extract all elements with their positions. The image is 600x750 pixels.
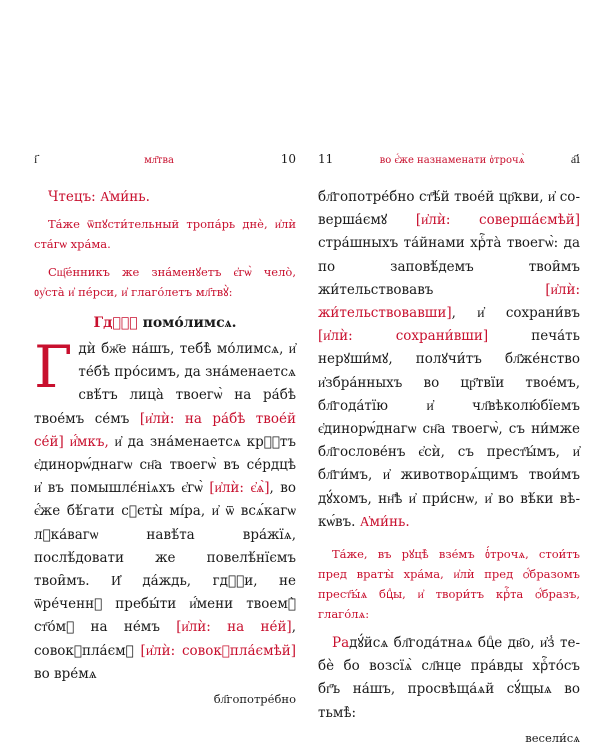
continuation-variant-1: [и҆лѝ: соверша́ємѣй]	[415, 212, 580, 229]
right-page-number: 11	[318, 152, 334, 166]
prayer-dropcap: Г	[34, 333, 73, 401]
hymn-body: дꙋ́йсѧ бл҃года́тнаѧ бцⷣе дв҃о, и҆з̾ тебѐ бо возсїѧ̀ сл҃нце пра́вды хрⷭ҇то́съ бг҃ъ на́шъ, просвѣща́ѧй сꙋ́щыѧ во тьмѣ̀:	[318, 635, 580, 721]
prayer-name-placeholder: и҆́мкъ,	[69, 433, 109, 450]
prayer-variant-2: [и҆лѝ: є҆ѧ̀]	[209, 480, 270, 497]
right-page	[318, 152, 580, 747]
left-running-head	[34, 152, 296, 172]
hymn-text	[318, 632, 580, 725]
prayer-variant-4: [и҆лѝ: совокꙋпла́ємѣй]	[140, 642, 296, 659]
continuation-part-2: стра́шныхъ та́йнами хрⷭ҇та̀ твоегѡ̀: да по заповѣ́демъ твои̑мъ жи́тельствовавъ	[318, 235, 580, 298]
continuation-variant-3: [и҆лѝ: сохрани́вши]	[318, 328, 489, 345]
right-page-marker: а҃і	[570, 152, 580, 166]
prayer-part-5: , совокꙋпла́ємꙋ	[34, 619, 297, 659]
continuation-variant-2: [и҆лѝ: жи́тельствовавши]	[318, 281, 580, 322]
right-catchword: весели́сѧ	[525, 730, 580, 745]
prayer-heading	[34, 312, 296, 334]
left-catchword: бл҃гопотре́бно	[213, 692, 296, 707]
reader-label: Чтецъ:	[48, 189, 96, 205]
hymn-dropcap: Ра	[332, 635, 350, 652]
prayer-variant-1: [и҆лѝ: на ра́бѣ твое́й се́й]	[34, 410, 296, 450]
left-page	[34, 152, 296, 708]
left-page-number: 10	[280, 152, 296, 166]
prayer-variant-3: [и҆лѝ: на не́й]	[176, 619, 292, 636]
prayer-part-4: , во є҆́же бѣ́гати сꙋєты̀ мі́ра, и҆ ѿ всѧ́кагѡ лꙋка́вагѡ навѣ́та вра́жїѧ, послѣ́довати же повелѣ́нїємъ твои̑мъ. И҆ да́ждь, гдⷭ҇и, не ѿре́ченнꙋ пребы́ти и҆́мени твоемꙋ̀ ст҃о́мꙋ на не́мъ	[34, 480, 296, 636]
continuation-part-1: бл҃гопотре́бно ст҃ѣ́й твое́й цр҃кви, и҆ соверша́ємꙋ	[318, 189, 580, 229]
rubric-priest-signs: Сщ҃е́нникъ же зна́менꙋетъ є҆гѡ̀ чело̀, ᲂу҆ста̀ и҆ пе́рси, и҆ глаго́летъ мл҃твꙋ̀:	[34, 265, 296, 299]
heading-rest: помо́лимсѧ.	[137, 315, 237, 331]
heading-lord: Гдⷭ҇ꙋ	[93, 315, 138, 331]
rubric-troparion: Та́же ѿпꙋсти́тельный тропа́рь днѐ, и҆лѝ ста́гѡ хра́ма.	[34, 217, 296, 251]
reader-amen: А҆ми́нь.	[100, 189, 150, 205]
prayer-part-1: дѝ бж҃е на́шъ, тебѣ̀ мо́лимсѧ, и҆ те́бѣ про́симъ, да зна́менаетсѧ свѣ́тъ лица̀ твоегѡ̀ на ра́бѣ твое́мъ се́мъ	[34, 341, 297, 427]
prayer-part-3: и҆ да зна́менаетсѧ крⷭ҇тъ є҆динорѡ́днагѡ сн҃а твоегѡ̀ въ се́рдцѣ и҆ въ помышлє́ніѧхъ є҆гѡ̀	[34, 433, 296, 497]
right-running-title: во є҆́же назнаменати ᲂ҆трочѧ̀	[379, 155, 525, 166]
continuation-part-3: , и҆ сохрани́въ	[451, 305, 580, 322]
continuation-part-4: печа́ть нерꙋши́мꙋ, полꙋчи́тъ бл҃же́нство и҆збра́нныхъ во цр҃твїи твое́мъ, бл҃года́тїю и҆ чл҃вѣколю́бїемъ є҆динорѡ́днагѡ сн҃а твоегѡ̀, съ ни́мже бл҃гослове́нъ є҆сѝ, съ прест҃ы́мъ, и҆ бл҃ги́мъ, и҆ животворѧ́щимъ твои́мъ дꙋ́хомъ, нн҃ѣ и҆ при́снѡ, и҆ во вѣ́ки вѣкѡ́въ.	[318, 328, 581, 530]
continuation-amen: А҆ми́нь.	[359, 513, 410, 530]
left-running-title: мл҃тва	[144, 155, 174, 166]
left-page-marker: і҃	[34, 152, 38, 166]
prayer-text	[34, 333, 297, 686]
right-running-head	[318, 152, 580, 172]
rubric-take-child: Та́же, въ рꙋцѣ̀ взе́мъ ᲂ҆́трочѧ, стои́тъ пред вратꙑ̀ хра́ма, и҆лѝ пред ѻ҆́бразомъ прест҃ы́ѧ бцⷣы, и҆ твори́тъ крⷭ҇та ѻ҆́бразъ, глаго́лѧ:	[318, 547, 580, 622]
prayer-continuation	[318, 186, 580, 534]
reader-response	[34, 186, 296, 208]
prayer-part-6: во вре́мѧ	[34, 665, 97, 682]
